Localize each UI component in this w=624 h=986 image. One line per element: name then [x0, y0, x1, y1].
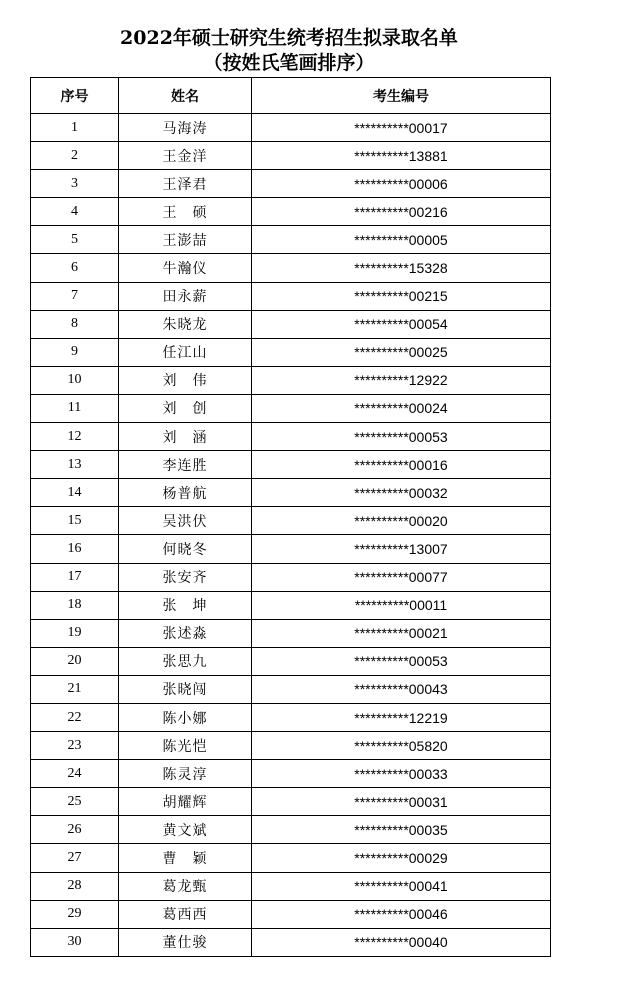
candidate-id-cell — [252, 732, 551, 760]
student-name-text: 陈小娜 — [162, 710, 208, 727]
student-name-text: 陈灵淳 — [162, 766, 208, 783]
candidate-id-cell — [252, 788, 551, 816]
candidate-id-cell — [252, 563, 551, 591]
serial-number-cell — [31, 198, 119, 226]
candidate-id-text: **********00215 — [354, 288, 448, 305]
serial-number-cell — [31, 647, 119, 675]
serial-number-cell — [31, 675, 119, 703]
table-row — [31, 928, 551, 956]
candidate-id-cell — [252, 310, 551, 338]
candidate-id-text: **********05820 — [354, 737, 448, 754]
table-row — [31, 226, 551, 254]
student-name-cell — [119, 675, 252, 703]
candidate-id-cell — [252, 114, 551, 142]
student-name-cell — [119, 788, 252, 816]
serial-number-cell — [31, 900, 119, 928]
serial-number-cell — [31, 872, 119, 900]
serial-number-text: 5 — [71, 231, 78, 247]
serial-number-text: 23 — [67, 737, 82, 753]
candidate-id-cell — [252, 479, 551, 507]
serial-number-cell — [31, 394, 119, 422]
serial-number-text: 24 — [67, 765, 82, 781]
serial-number-cell — [31, 282, 119, 310]
student-name-cell — [119, 282, 252, 310]
candidate-id-cell — [252, 872, 551, 900]
student-name-text: 马海涛 — [162, 120, 208, 137]
student-name-text: 王澎喆 — [162, 232, 208, 249]
table-row — [31, 732, 551, 760]
candidate-id-text: **********00024 — [354, 400, 448, 417]
student-name-cell — [119, 142, 252, 170]
candidate-id-cell — [252, 170, 551, 198]
serial-number-text: 22 — [67, 709, 82, 725]
serial-number-text: 14 — [67, 484, 82, 500]
serial-number-cell — [31, 310, 119, 338]
candidate-id-cell — [252, 338, 551, 366]
candidate-id-text: **********00020 — [354, 512, 448, 529]
table-body — [31, 114, 551, 957]
table-row — [31, 338, 551, 366]
student-name-cell — [119, 928, 252, 956]
serial-number-text: 27 — [67, 849, 82, 865]
candidate-id-cell — [252, 423, 551, 451]
candidate-id-text: **********00029 — [354, 849, 448, 866]
serial-number-cell — [31, 788, 119, 816]
candidate-id-cell — [252, 844, 551, 872]
table-row — [31, 114, 551, 142]
student-name-cell — [119, 310, 252, 338]
table-row — [31, 170, 551, 198]
header-name: 姓名 — [119, 78, 252, 114]
serial-number-cell — [31, 535, 119, 563]
serial-number-cell — [31, 114, 119, 142]
candidate-id-cell — [252, 226, 551, 254]
serial-number-text: 7 — [71, 288, 78, 304]
candidate-id-cell — [252, 928, 551, 956]
serial-number-cell — [31, 816, 119, 844]
serial-number-cell — [31, 170, 119, 198]
student-name-text: 刘 创 — [162, 401, 208, 418]
table-row — [31, 507, 551, 535]
serial-number-cell — [31, 844, 119, 872]
table-row — [31, 760, 551, 788]
student-name-text: 牛瀚仪 — [162, 261, 208, 278]
candidate-id-text: **********00216 — [354, 203, 448, 220]
candidate-id-cell — [252, 394, 551, 422]
serial-number-text: 10 — [67, 372, 82, 388]
student-name-text: 吴洪伏 — [162, 513, 208, 530]
table-row — [31, 479, 551, 507]
serial-number-text: 30 — [67, 934, 82, 950]
candidate-id-cell — [252, 647, 551, 675]
serial-number-text: 26 — [67, 821, 82, 837]
serial-number-cell — [31, 338, 119, 366]
document-subtitle: （按姓氏笔画排序） — [203, 52, 375, 74]
table-row — [31, 535, 551, 563]
candidate-id-text: **********00043 — [354, 681, 448, 698]
student-name-text: 王金洋 — [162, 148, 208, 165]
candidate-id-text: **********00016 — [354, 456, 448, 473]
student-name-text: 李连胜 — [162, 457, 208, 474]
student-name-text: 张晓闯 — [162, 682, 208, 699]
student-name-text: 张安齐 — [162, 570, 208, 587]
student-name-cell — [119, 563, 252, 591]
serial-number-text: 11 — [67, 400, 82, 416]
table-row — [31, 198, 551, 226]
student-name-cell — [119, 872, 252, 900]
serial-number-cell — [31, 451, 119, 479]
serial-number-text: 9 — [71, 344, 78, 360]
candidate-id-text: **********00053 — [354, 653, 448, 670]
student-name-cell — [119, 423, 252, 451]
candidate-id-cell — [252, 675, 551, 703]
student-name-cell — [119, 732, 252, 760]
student-name-text: 田永薪 — [162, 289, 208, 306]
serial-number-text: 15 — [67, 512, 82, 528]
student-name-text: 任江山 — [162, 345, 208, 362]
candidate-id-text: **********12219 — [354, 709, 448, 726]
student-name-cell — [119, 760, 252, 788]
student-name-text: 王泽君 — [162, 176, 208, 193]
student-name-text: 张 坤 — [162, 598, 208, 615]
serial-number-text: 20 — [67, 653, 82, 669]
admission-list-table — [30, 77, 551, 957]
serial-number-text: 4 — [71, 203, 78, 219]
serial-number-cell — [31, 507, 119, 535]
candidate-id-cell — [252, 507, 551, 535]
student-name-cell — [119, 226, 252, 254]
student-name-cell — [119, 254, 252, 282]
student-name-cell — [119, 451, 252, 479]
candidate-id-text: **********13007 — [354, 540, 448, 557]
serial-number-cell — [31, 226, 119, 254]
table-row — [31, 591, 551, 619]
student-name-cell — [119, 844, 252, 872]
serial-number-cell — [31, 479, 119, 507]
serial-number-cell — [31, 591, 119, 619]
serial-number-text: 12 — [67, 428, 82, 444]
table-row — [31, 816, 551, 844]
header-candidate-id: 考生编号 — [252, 78, 551, 114]
candidate-id-cell — [252, 591, 551, 619]
student-name-cell — [119, 198, 252, 226]
serial-number-cell — [31, 254, 119, 282]
candidate-id-text: **********00077 — [354, 569, 448, 586]
table-row — [31, 900, 551, 928]
student-name-cell — [119, 507, 252, 535]
candidate-id-cell — [252, 900, 551, 928]
table-row — [31, 619, 551, 647]
serial-number-text: 13 — [67, 456, 82, 472]
candidate-id-text: **********00021 — [354, 625, 448, 642]
candidate-id-text: **********00031 — [354, 793, 448, 810]
candidate-id-text: **********00035 — [354, 821, 448, 838]
table-row — [31, 844, 551, 872]
table-row — [31, 788, 551, 816]
student-name-text: 张思九 — [162, 654, 208, 671]
serial-number-text: 21 — [67, 681, 82, 697]
candidate-id-text: **********00054 — [354, 316, 448, 333]
candidate-id-text: **********00033 — [354, 765, 448, 782]
student-name-cell — [119, 338, 252, 366]
candidate-id-cell — [252, 451, 551, 479]
candidate-id-text: **********00005 — [354, 231, 448, 248]
serial-number-text: 29 — [67, 906, 82, 922]
serial-number-text: 3 — [71, 175, 78, 191]
serial-number-cell — [31, 619, 119, 647]
table-row — [31, 310, 551, 338]
student-name-text: 张述淼 — [162, 626, 208, 643]
table-row — [31, 423, 551, 451]
serial-number-cell — [31, 760, 119, 788]
candidate-id-cell — [252, 142, 551, 170]
serial-number-text: 1 — [71, 119, 78, 135]
student-name-text: 何晓冬 — [162, 541, 208, 558]
serial-number-cell — [31, 423, 119, 451]
serial-number-text: 18 — [67, 597, 82, 613]
serial-number-cell — [31, 563, 119, 591]
serial-number-cell — [31, 732, 119, 760]
table-row — [31, 675, 551, 703]
candidate-id-text: **********12922 — [354, 372, 448, 389]
serial-number-text: 19 — [67, 625, 82, 641]
candidate-id-text: **********00006 — [354, 175, 448, 192]
serial-number-cell — [31, 142, 119, 170]
student-name-text: 葛龙甄 — [162, 879, 208, 896]
serial-number-text: 16 — [67, 540, 82, 556]
serial-number-text: 2 — [71, 147, 78, 163]
candidate-id-cell — [252, 282, 551, 310]
candidate-id-text: **********00017 — [354, 119, 448, 136]
table-row — [31, 394, 551, 422]
serial-number-text: 17 — [67, 569, 82, 585]
student-name-text: 胡耀辉 — [162, 794, 208, 811]
student-name-cell — [119, 535, 252, 563]
student-name-cell — [119, 647, 252, 675]
candidate-id-cell — [252, 703, 551, 731]
table-row — [31, 254, 551, 282]
student-name-cell — [119, 900, 252, 928]
student-name-cell — [119, 394, 252, 422]
candidate-id-cell — [252, 535, 551, 563]
table-row — [31, 647, 551, 675]
serial-number-cell — [31, 928, 119, 956]
candidate-id-text: **********00025 — [354, 344, 448, 361]
student-name-text: 董仕骏 — [162, 935, 208, 952]
candidate-id-text: **********15328 — [354, 260, 448, 277]
candidate-id-cell — [252, 254, 551, 282]
student-name-text: 王 硕 — [162, 204, 208, 221]
table-row — [31, 142, 551, 170]
serial-number-text: 25 — [67, 793, 82, 809]
candidate-id-cell — [252, 816, 551, 844]
table-row — [31, 366, 551, 394]
candidate-id-text: **********00032 — [354, 484, 448, 501]
serial-number-text: 8 — [71, 316, 78, 332]
serial-number-text: 28 — [67, 878, 82, 894]
student-name-text: 陈光恺 — [162, 738, 208, 755]
student-name-cell — [119, 816, 252, 844]
serial-number-cell — [31, 366, 119, 394]
document-title: 2022年硕士研究生统考招生拟录取名单 — [120, 27, 458, 49]
table-row — [31, 563, 551, 591]
candidate-id-text: **********00040 — [354, 934, 448, 951]
candidate-id-text: **********13881 — [354, 147, 448, 164]
candidate-id-text: **********00011 — [354, 597, 448, 614]
student-name-text: 黄文斌 — [162, 822, 208, 839]
student-name-cell — [119, 703, 252, 731]
student-name-text: 葛西西 — [162, 907, 208, 924]
student-name-cell — [119, 170, 252, 198]
table-row — [31, 451, 551, 479]
header-serial-number: 序号 — [31, 78, 119, 114]
student-name-cell — [119, 114, 252, 142]
candidate-id-cell — [252, 760, 551, 788]
table-row — [31, 703, 551, 731]
student-name-cell — [119, 591, 252, 619]
table-row — [31, 282, 551, 310]
student-name-cell — [119, 619, 252, 647]
table-header-row — [31, 78, 551, 114]
candidate-id-cell — [252, 198, 551, 226]
serial-number-text: 6 — [71, 260, 78, 276]
student-name-text: 刘 伟 — [162, 373, 208, 390]
serial-number-cell — [31, 703, 119, 731]
student-name-cell — [119, 479, 252, 507]
student-name-cell — [119, 366, 252, 394]
student-name-text: 朱晓龙 — [162, 317, 208, 334]
candidate-id-text: **********00046 — [354, 906, 448, 923]
candidate-id-cell — [252, 366, 551, 394]
student-name-text: 曹 颖 — [162, 850, 208, 867]
student-name-text: 杨普航 — [162, 485, 208, 502]
student-name-text: 刘 涵 — [162, 429, 208, 446]
candidate-id-cell — [252, 619, 551, 647]
candidate-id-text: **********00041 — [354, 878, 448, 895]
table-row — [31, 872, 551, 900]
candidate-id-text: **********00053 — [354, 428, 448, 445]
